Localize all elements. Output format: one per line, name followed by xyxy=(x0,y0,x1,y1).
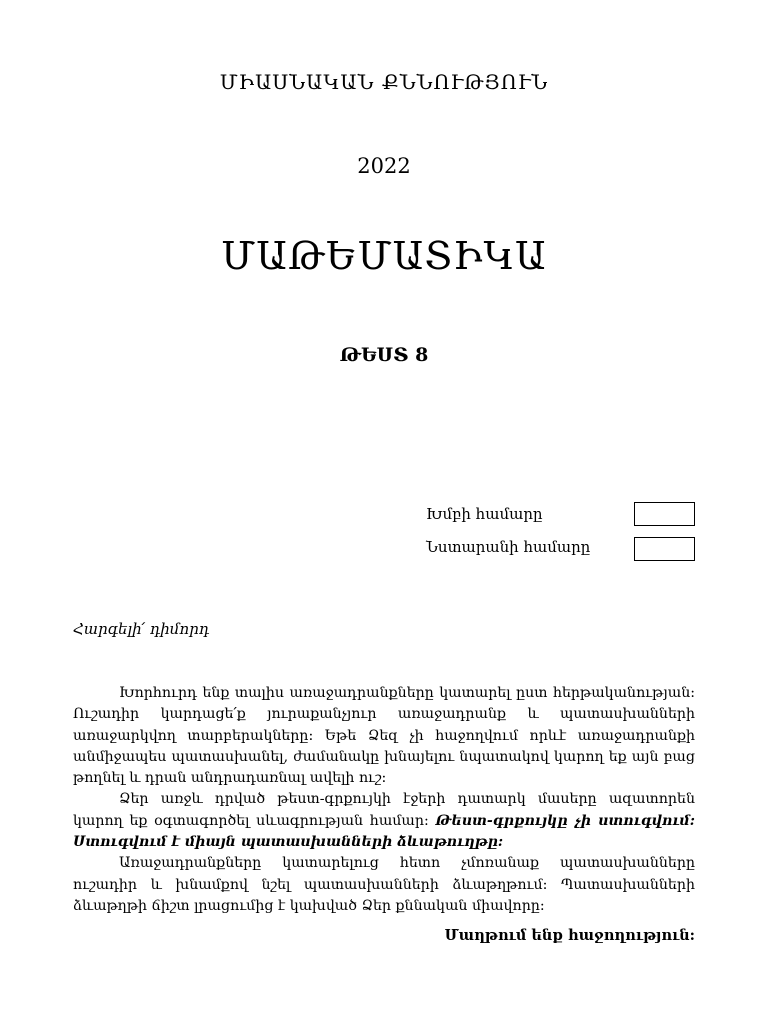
test-number: ԹԵՍՏ 8 xyxy=(339,344,429,366)
instruction-text: Ձեր առջև դրված թեստ-գրքույկի էջերի դատարկ մասերը ազատորեն կարող եք օգտագործել սևագրության համար: xyxy=(73,791,695,829)
closing-wish: Մաղթում ենք հաջողություն: xyxy=(444,927,695,944)
seat-number-field[interactable] xyxy=(634,537,695,561)
instruction-paragraph-1: Խորհուրդ ենք տալիս առաջադրանքները կատարել ըստ հերթականության: Ուշադիր կարդացե՛ք յուրաքանչյուր առաջադրանք և պատասխանների առաջարկվող տարբերակները: Եթե Ձեզ չի հաջողվում որևէ առաջադրանքի անմիջապես պատասխանել, ժամանակը խնայելու նպատակով կարող եք այն բաց թողնել և դրան անդրադառնալ ավելի ուշ: xyxy=(73,685,695,787)
greeting: Հարգելի՛ դիմորդ xyxy=(73,620,210,638)
group-number-field[interactable] xyxy=(634,502,695,526)
exam-year: 2022 xyxy=(357,154,411,178)
exam-type: ՄԻԱՍՆԱԿԱՆ ՔՆՆՈՒԹՅՈՒՆ xyxy=(219,70,549,94)
instruction-emphasis: Թեստ-գրքույկը չի ստուգվում: Ստուգվում է միայն պատասխանների ձևաթուղթը: xyxy=(73,812,696,851)
instructions xyxy=(73,683,695,917)
instruction-paragraph-3: Առաջադրանքները կատարելուց հետո չմոռանաք պատասխանները ուշադիր և խնամքով նշել պատասխանների ձևաթղթում: Պատասխանների ձևաթղթի ճիշտ լրացումից է կախված Ձեր քննական միավորը: xyxy=(73,855,695,914)
instruction-paragraph-2 xyxy=(73,789,695,853)
seat-number-label: Նստարանի համարը xyxy=(426,538,591,556)
subject-title: ՄԱԹԵՄԱՏԻԿԱ xyxy=(221,234,547,278)
group-number-label: Խմբի համարը xyxy=(426,505,543,523)
